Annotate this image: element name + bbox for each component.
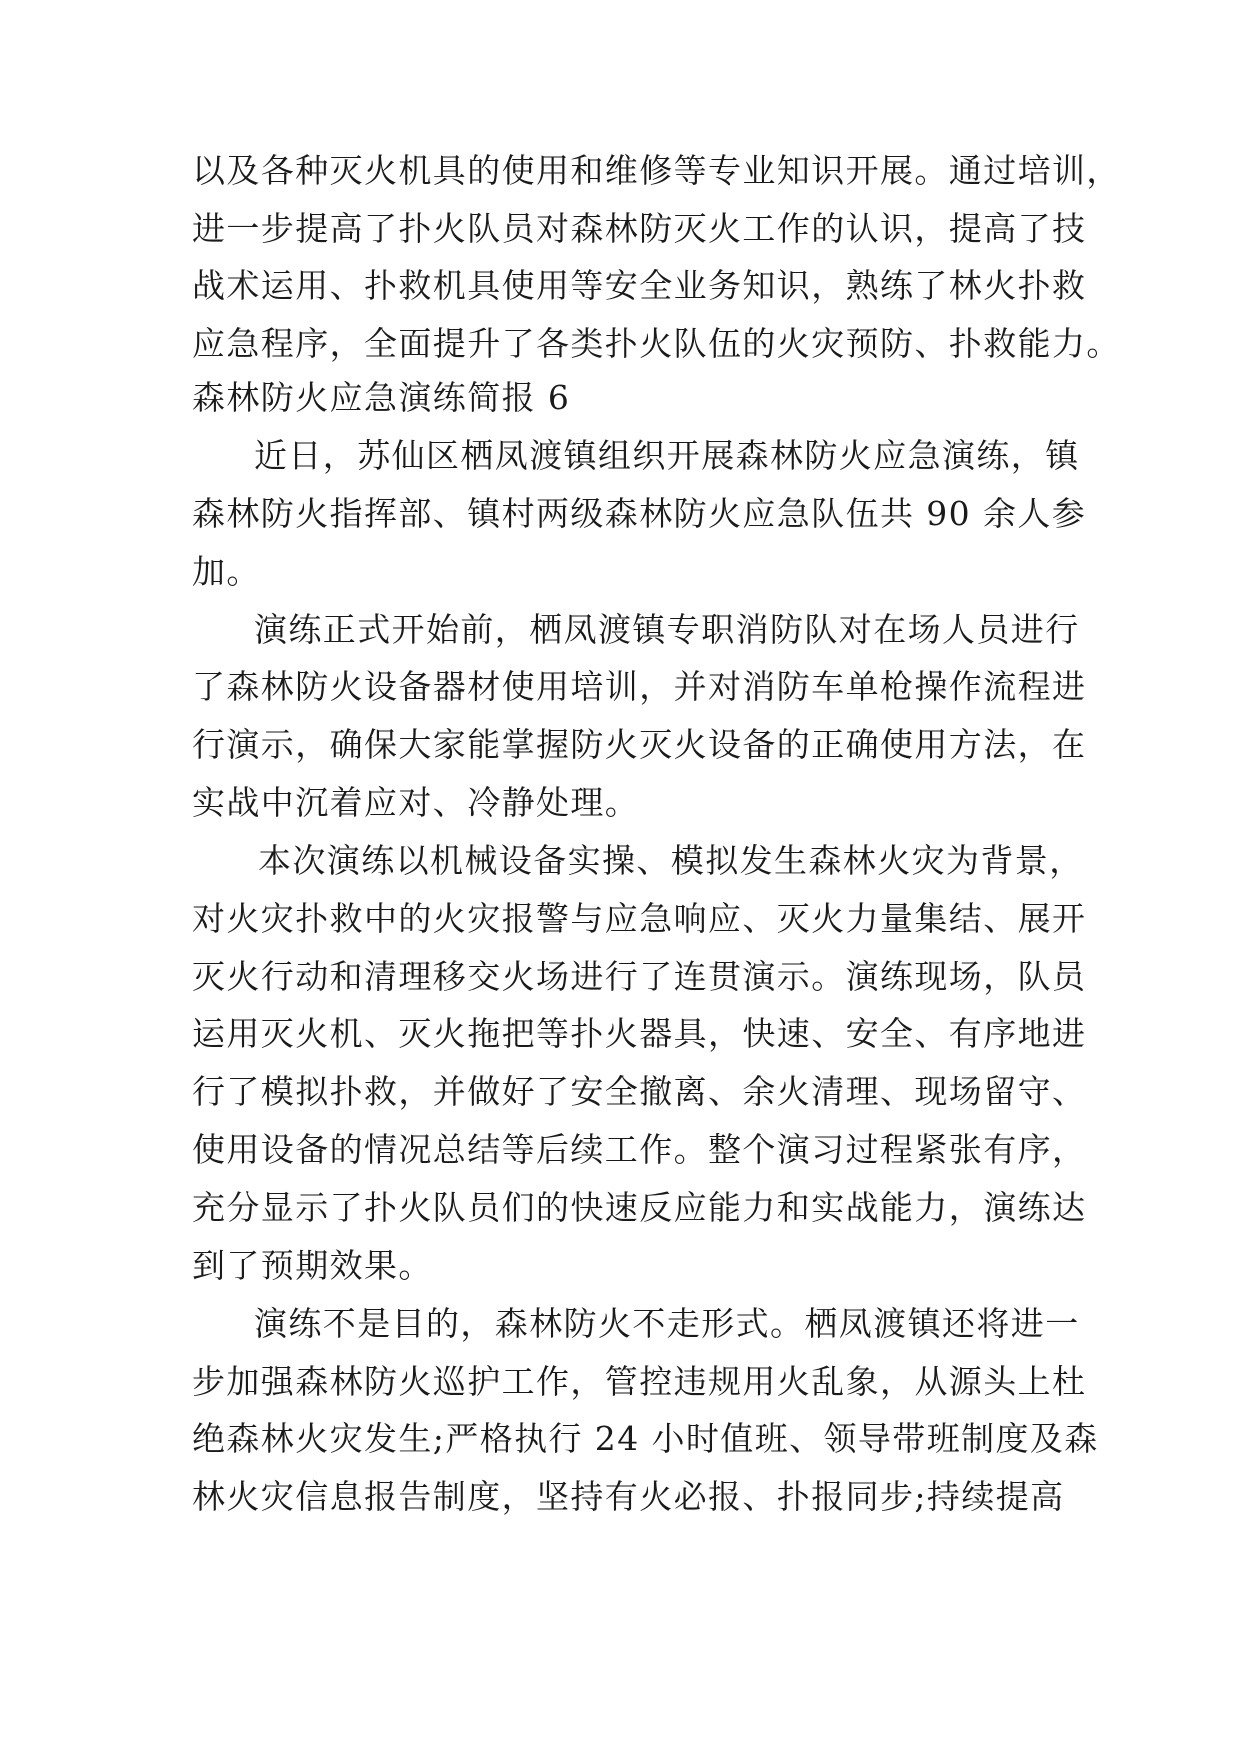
text-line: 到了预期效果。 — [192, 1246, 433, 1285]
text-line: 实战中沉着应对、冷静处理。 — [192, 783, 640, 822]
text-line: 步加强森林防火巡护工作，管控违规用火乱象，从源头上杜 — [192, 1362, 1087, 1401]
text-line: 林火灾信息报告制度，坚持有火必报、扑报同步;持续提高 — [192, 1477, 1065, 1516]
text-line: 行了模拟扑救，并做好了安全撤离、余火清理、现场留守、 — [192, 1072, 1087, 1111]
text-line: 对火灾扑救中的火灾报警与应急响应、灭火力量集结、展开 — [192, 899, 1087, 938]
text-line: 近日，苏仙区栖凤渡镇组织开展森林防火应急演练，镇 — [254, 436, 1080, 475]
text-line: 绝森林火灾发生;严格执行 24 小时值班、领导带班制度及森 — [192, 1419, 1099, 1458]
section-heading: 森林防火应急演练简报 6 — [192, 378, 571, 417]
text-line: 了森林防火设备器材使用培训，并对消防车单枪操作流程进 — [192, 667, 1087, 706]
text-line: 森林防火指挥部、镇村两级森林防火应急队伍共 90 余人参 — [192, 494, 1087, 533]
text-line: 充分显示了扑火队员们的快速反应能力和实战能力，演练达 — [192, 1188, 1087, 1227]
text-line: 行演示，确保大家能掌握防火灭火设备的正确使用方法，在 — [192, 725, 1087, 764]
text-line: 灭火行动和清理移交火场进行了连贯演示。演练现场，队员 — [192, 957, 1087, 996]
text-line: 运用灭火机、灭火拖把等扑火器具，快速、安全、有序地进 — [192, 1014, 1087, 1053]
text-line: 战术运用、扑救机具使用等安全业务知识，熟练了林火扑救 — [192, 266, 1087, 305]
text-line: 使用设备的情况总结等后续工作。整个演习过程紧张有序， — [192, 1130, 1087, 1169]
text-line: 进一步提高了扑火队员对森林防灭火工作的认识，提高了技 — [192, 209, 1087, 248]
text-line: 演练不是目的，森林防火不走形式。栖凤渡镇还将进一 — [254, 1304, 1080, 1343]
text-line: 本次演练以机械设备实操、模拟发生森林火灾为背景， — [258, 841, 1084, 880]
text-line: 以及各种灭火机具的使用和维修等专业知识开展。通过培训， — [192, 151, 1121, 190]
text-line: 应急程序，全面提升了各类扑火队伍的火灾预防、扑救能力。 — [192, 324, 1121, 363]
text-line: 加。 — [192, 552, 261, 591]
text-line: 演练正式开始前，栖凤渡镇专职消防队对在场人员进行 — [254, 610, 1080, 649]
